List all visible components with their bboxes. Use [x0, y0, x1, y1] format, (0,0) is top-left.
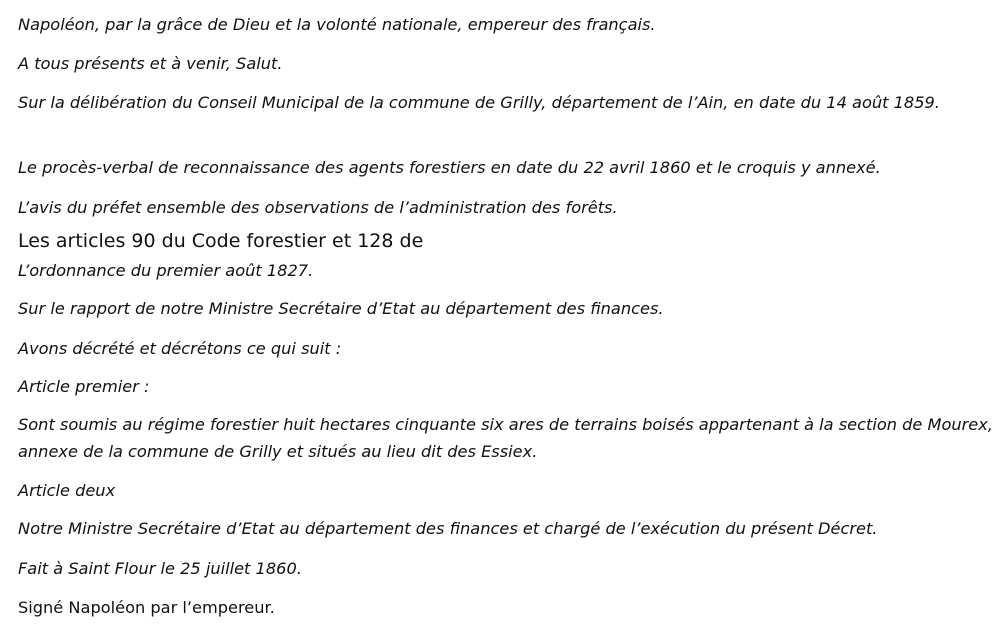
deliberation-paragraph: Sur la délibération du Conseil Municipal de la commune de Grilly, département de l’Ain, en date du 14 août 1859.: [18, 93, 940, 112]
article-one-heading: Article premier :: [18, 377, 150, 396]
code-articles-line: Les articles 90 du Code forestier et 128 de: [18, 230, 424, 252]
article-two-text: Notre Ministre Secrétaire d’Etat au département des finances et chargé de l’exécution du présent Décret.: [18, 519, 878, 538]
signature-line: Signé Napoléon par l’empereur.: [18, 598, 275, 617]
decree-preamble: Napoléon, par la grâce de Dieu et la volonté nationale, empereur des français.: [18, 15, 656, 34]
prefect-opinion-paragraph: L’avis du préfet ensemble des observations de l’administration des forêts.: [18, 198, 618, 217]
proces-verbal-paragraph: Le procès-verbal de reconnaissance des agents forestiers en date du 22 avril 1860 et le croquis y annexé.: [18, 158, 881, 177]
greeting-line: A tous présents et à venir, Salut.: [18, 54, 283, 73]
decree-formula: Avons décrété et décrétons ce qui suit :: [18, 339, 342, 358]
article-one-text: Sont soumis au régime forestier huit hectares cinquante six ares de terrains boisés appartenant à la section de Mourex, annexe de la commune de Grilly et situés au lieu dit des Essiex.: [18, 415, 993, 461]
minister-report-paragraph: Sur le rapport de notre Ministre Secrétaire d’Etat au département des finances.: [18, 299, 664, 318]
place-date-line: Fait à Saint Flour le 25 juillet 1860.: [18, 559, 302, 578]
ordinance-line: L’ordonnance du premier août 1827.: [18, 261, 314, 280]
article-two-heading: Article deux: [18, 481, 116, 500]
